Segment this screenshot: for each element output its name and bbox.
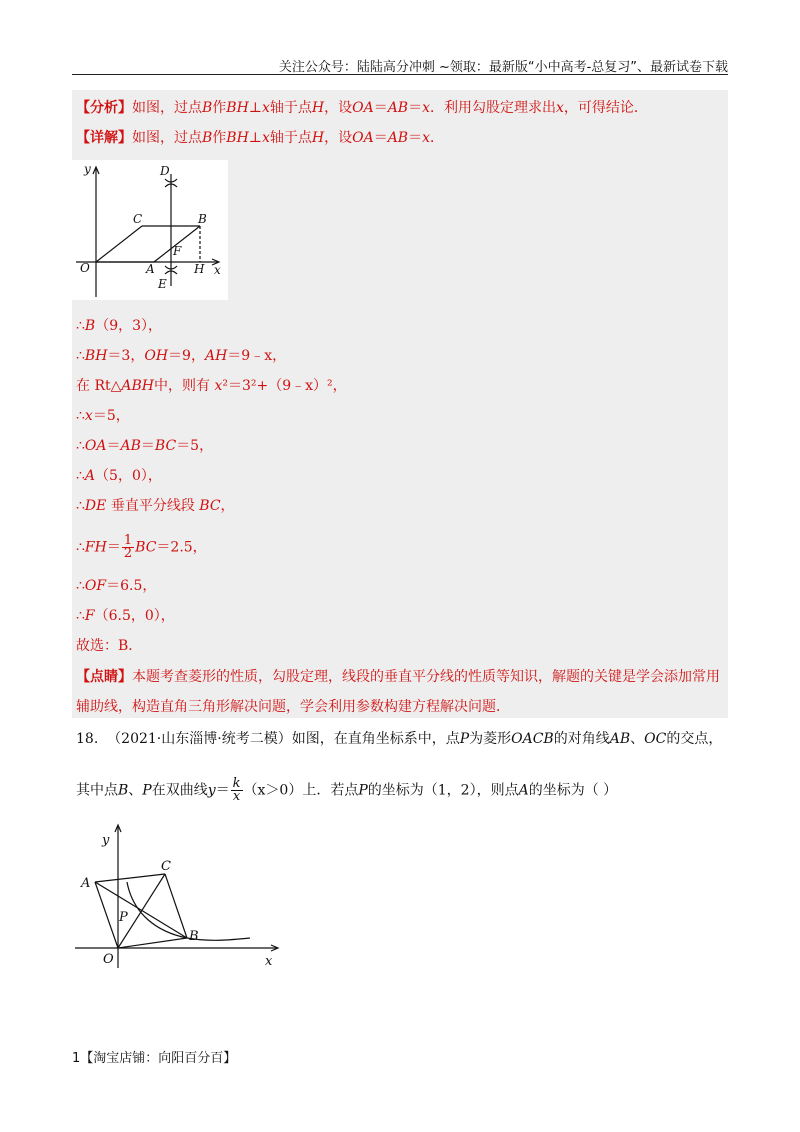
step-text: ＝2.5， — [156, 539, 207, 556]
step-text: ∴ — [76, 578, 85, 594]
step-text: ∴ — [76, 318, 85, 334]
step-var: OA — [84, 438, 107, 454]
detail-text: ． — [430, 130, 444, 146]
var-AB: AB — [609, 731, 631, 747]
question-source: （2021·山东淄博·统考二模） — [107, 731, 292, 747]
var-OA: OA — [352, 130, 374, 146]
comment-line-2 — [76, 698, 510, 716]
var-BH: BH — [226, 130, 249, 146]
detail-text: 如图，过点 — [132, 130, 202, 146]
step-text: ∴ — [76, 438, 85, 454]
diagonal-AB — [95, 882, 187, 938]
var-B: B — [202, 130, 213, 146]
segment-BO — [118, 938, 187, 948]
question-text: 的对角线 — [553, 731, 610, 747]
step-var: OF — [84, 578, 107, 594]
detail-tag: 【详解】 — [76, 130, 132, 146]
step-text: 垂直平分线段 — [106, 498, 200, 514]
step-line — [76, 467, 162, 485]
detail-text: 轴于点 — [269, 130, 312, 146]
label-P: P — [119, 910, 128, 925]
step-text: ， — [220, 498, 235, 514]
question-text: 、 — [630, 731, 645, 747]
var-A: A — [518, 782, 529, 799]
header-divider — [72, 74, 728, 75]
answer-choice: 故选：B． — [76, 638, 143, 654]
step-var: AB — [120, 438, 141, 454]
fraction-denominator: x — [232, 789, 241, 804]
detail-line — [76, 129, 444, 147]
step-text: ∴ — [76, 348, 85, 364]
step-text: （9，3）， — [95, 318, 163, 334]
step-line — [76, 497, 235, 515]
analysis-text: 如图，过点 — [132, 100, 202, 116]
fraction-k-over-x — [231, 778, 243, 803]
step-text: 在 Rt△ — [76, 378, 122, 394]
step-var: BC — [199, 498, 221, 514]
step-text: ∴ — [76, 539, 85, 556]
step-line — [76, 577, 156, 595]
var-OACB: OACB — [511, 731, 554, 747]
comment-text: 辅助线，构造直角三角形解决问题，学会利用参数构建方程解决问题． — [76, 699, 510, 715]
var-H: H — [311, 100, 325, 116]
step-var: OH — [144, 348, 169, 364]
step-var: BH — [84, 348, 108, 364]
label-A: A — [146, 262, 155, 276]
step-var: AH — [204, 348, 228, 364]
step-line — [76, 407, 130, 425]
question-18-line-2 — [76, 778, 617, 803]
question-text: 的交点， — [666, 731, 723, 747]
step-text: ＝ — [106, 438, 121, 454]
label-y: y — [84, 162, 91, 176]
var-P: P — [358, 782, 368, 799]
var-y: y — [207, 782, 216, 799]
step-var: x — [84, 408, 93, 424]
step-line — [76, 377, 347, 395]
var-x: x — [261, 100, 270, 116]
step-var: BC — [135, 539, 157, 556]
step-text: ²＝3²+（9﹣x）²， — [222, 378, 347, 394]
step-var: x — [214, 378, 223, 394]
perp-symbol: ⊥ — [248, 100, 262, 116]
var-x: x — [422, 130, 430, 146]
fraction-one-half — [122, 535, 134, 560]
analysis-text: 作 — [212, 100, 227, 116]
step-line — [76, 317, 162, 335]
detail-text: 作 — [212, 130, 227, 146]
label-F: F — [173, 244, 182, 258]
analysis-line — [76, 99, 648, 117]
step-line — [76, 347, 286, 365]
label-B: B — [189, 929, 199, 944]
var-P: P — [142, 782, 152, 799]
label-C: C — [133, 212, 143, 226]
question-condition: （x＞0） — [243, 782, 303, 799]
label-A: A — [81, 876, 91, 891]
var-P: P — [459, 731, 470, 747]
segment-OA — [95, 882, 118, 948]
perp-symbol: ⊥ — [248, 130, 262, 146]
step-text: ∴ — [76, 498, 85, 514]
var-BH: BH — [226, 100, 249, 116]
var-OA: OA — [352, 100, 374, 116]
step-text: ∴ — [76, 468, 85, 484]
var-B: B — [202, 100, 213, 116]
equals: ＝ — [408, 130, 423, 146]
equals: ＝ — [373, 100, 388, 116]
page-footer: 1【淘宝店铺：向阳百分百】 — [72, 1051, 237, 1066]
step-text: ＝ — [106, 539, 121, 556]
detail-text: ，设 — [324, 130, 353, 146]
figure-hyperbola-diagram — [75, 822, 285, 972]
equals: ＝ — [373, 130, 388, 146]
comment-line-1 — [76, 668, 720, 686]
step-text: ＝3， — [107, 348, 145, 364]
segment-AC — [95, 874, 165, 882]
question-number: 18. — [76, 731, 99, 747]
step-text: ＝5， — [92, 408, 130, 424]
comment-tag: 【点睛】 — [76, 669, 132, 685]
step-text: （5，0）， — [95, 468, 162, 484]
question-text: 在双曲线 — [151, 782, 208, 799]
question-text: 上．若点 — [302, 782, 359, 799]
question-text: 的坐标为（1，2），则点 — [367, 782, 519, 799]
step-text: ＝ — [140, 438, 155, 454]
fraction-denominator: 2 — [123, 546, 133, 561]
step-text: 中，则有 — [154, 378, 215, 394]
step-text: ∴ — [76, 608, 85, 624]
var-OC: OC — [644, 731, 667, 747]
page-header: 关注公众号：陆陆高分冲刺 ~领取：最新版“小中高考-总复习”、最新试卷下载 — [278, 60, 728, 75]
var-x: x — [422, 100, 430, 116]
var-x: x — [261, 130, 270, 146]
label-x: x — [214, 263, 221, 277]
comment-text: 本题考查菱形的性质，勾股定理，线段的垂直平分线的性质等知识，解题的关键是学会添加常用 — [132, 669, 720, 685]
label-E: E — [158, 277, 167, 291]
var-B: B — [118, 782, 129, 799]
step-text: （6.5，0）， — [94, 608, 175, 624]
label-C: C — [161, 859, 171, 874]
step-var: ABH — [121, 378, 154, 394]
question-text: 为菱形 — [469, 731, 512, 747]
var-H: H — [311, 130, 325, 146]
label-x: x — [265, 954, 273, 969]
step-text: ＝5， — [176, 438, 214, 454]
analysis-text: ，设 — [324, 100, 353, 116]
step-var: FH — [84, 539, 107, 556]
question-text: 的坐标为（ ） — [528, 782, 618, 799]
analysis-tag: 【分析】 — [76, 100, 132, 116]
var-AB: AB — [387, 130, 409, 146]
var-x: x — [556, 100, 564, 116]
question-text: 其中点 — [76, 782, 118, 799]
step-var: F — [84, 608, 95, 624]
fraction-numerator: k — [232, 776, 241, 791]
question-text: 、 — [128, 782, 143, 799]
analysis-text: ，可得结论． — [563, 100, 648, 116]
question-18-line-1 — [76, 730, 722, 748]
label-D: D — [160, 164, 170, 178]
figure-rhombus-diagram — [72, 160, 228, 300]
label-B: B — [198, 212, 207, 226]
step-var: B — [84, 318, 96, 334]
equals: ＝ — [215, 782, 230, 799]
rhombus-diagram-svg — [72, 160, 228, 300]
answer-choice-line — [76, 637, 142, 655]
step-text: ＝6.5， — [106, 578, 157, 594]
hyperbola-diagram-svg — [75, 822, 285, 972]
analysis-text: 轴于点 — [269, 100, 312, 116]
step-line — [76, 437, 213, 455]
step-line — [76, 607, 175, 625]
step-var: A — [84, 468, 96, 484]
fraction-numerator: 1 — [123, 533, 133, 548]
step-text: ∴ — [76, 408, 85, 424]
var-AB: AB — [387, 100, 409, 116]
analysis-text: ．利用勾股定理求出 — [430, 100, 556, 116]
segment-CB — [165, 874, 187, 938]
question-text: 如图，在直角坐标系中，点 — [291, 731, 460, 747]
step-text: ＝9﹣x， — [227, 348, 287, 364]
equals: ＝ — [408, 100, 423, 116]
label-O: O — [80, 261, 90, 275]
step-var: DE — [84, 498, 107, 514]
step-var: BC — [154, 438, 177, 454]
segment-CO — [96, 226, 142, 262]
label-O: O — [103, 952, 114, 967]
label-y: y — [102, 833, 110, 848]
step-line-fraction — [76, 535, 207, 560]
step-text: ＝9， — [168, 348, 205, 364]
label-H: H — [194, 262, 205, 276]
